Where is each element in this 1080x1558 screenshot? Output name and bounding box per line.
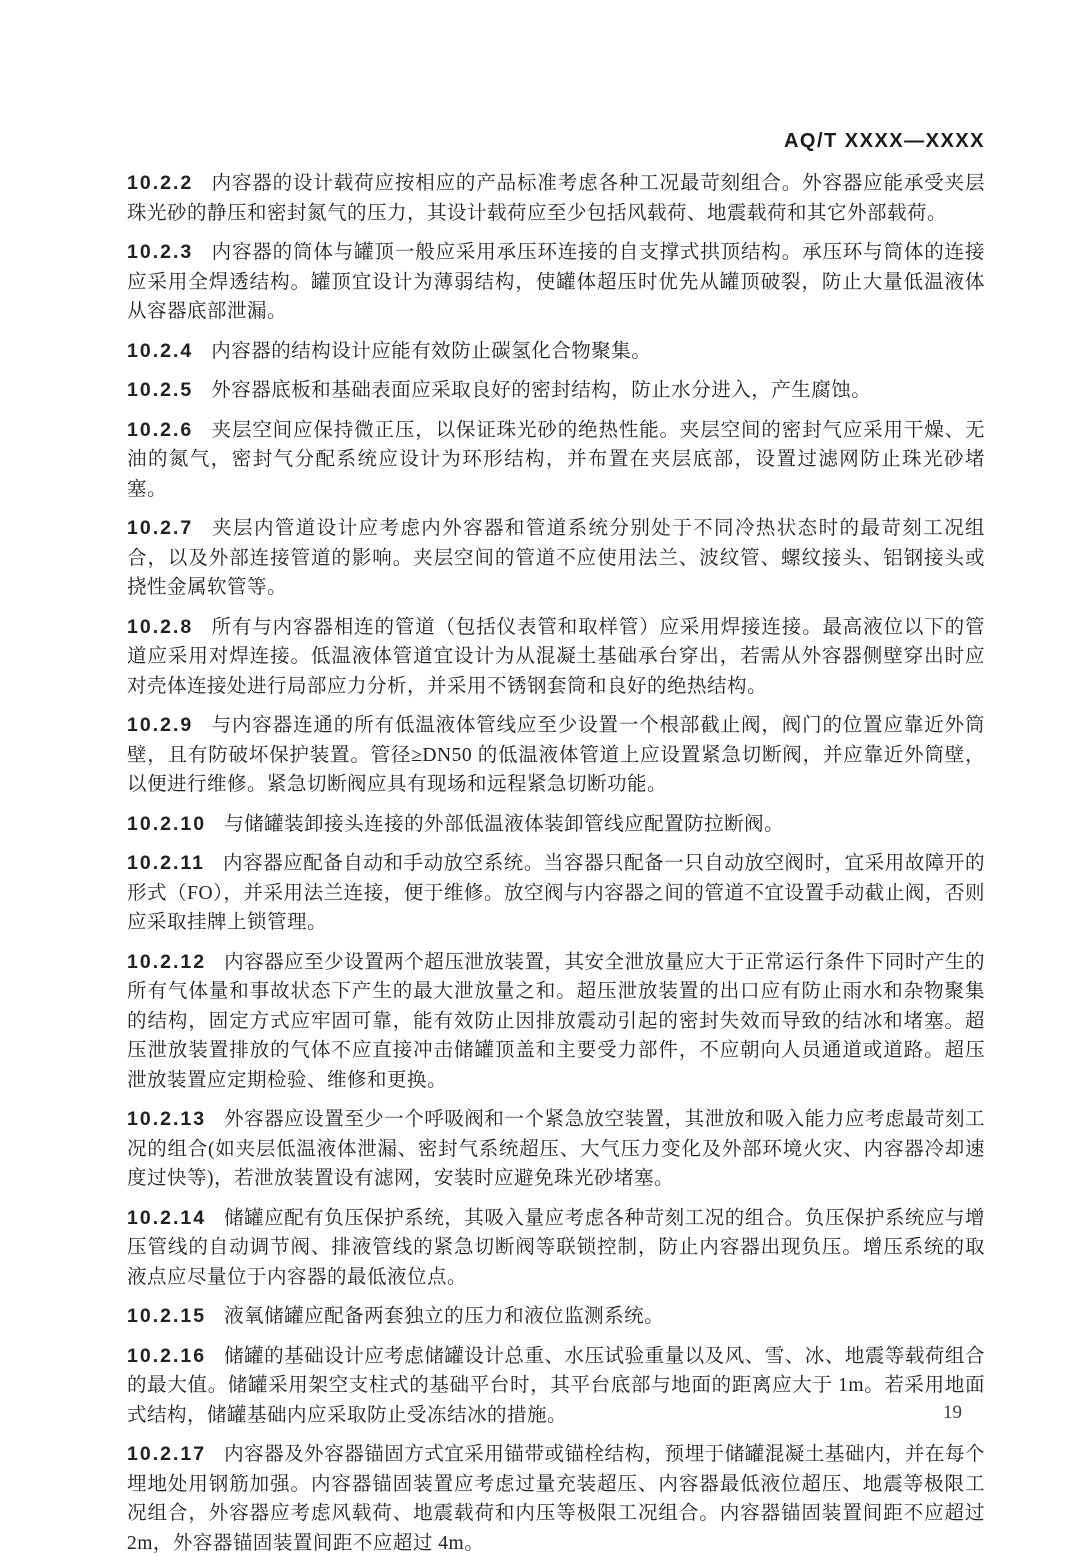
clause-paragraph xyxy=(127,1342,985,1431)
document-footer xyxy=(943,1402,962,1424)
clause-text: 夹层内管道设计应考虑内外容器和管道系统分别处于不同冷热状态时的最苛刻工况组合，以及外部连接管道的影响。夹层空间的管道不应使用法兰、波纹管、螺纹接头、铝钢接头或挠性金属软管等。 xyxy=(127,518,985,598)
clause-paragraph xyxy=(127,416,985,505)
clause-number: 10.2.15 xyxy=(127,1305,207,1327)
clause-text: 内容器的设计载荷应按相应的产品标准考虑各种工况最苛刻组合。外容器应能承受夹层珠光砂的静压和密封氮气的压力，其设计载荷应至少包括风载荷、地震载荷和其它外部载荷。 xyxy=(127,173,985,224)
clause-number: 10.2.14 xyxy=(127,1206,207,1229)
clause-number: 10.2.6 xyxy=(127,418,194,441)
clause-paragraph xyxy=(127,1302,985,1332)
clause-paragraph xyxy=(127,514,985,603)
clause-paragraph xyxy=(127,337,985,367)
clause-text: 内容器的结构设计应能有效防止碳氢化合物聚集。 xyxy=(211,340,652,362)
clause-text: 内容器应配备自动和手动放空系统。当容器只配备一只自动放空阀时，宜采用故障开的形式（FO），并采用法兰连接，便于维修。放空阀与内容器之间的管道不宜设置手动截止阀，否则应采取挂牌上锁管理。 xyxy=(127,853,985,933)
clause-number: 10.2.3 xyxy=(127,241,194,263)
clause-paragraph xyxy=(127,1105,985,1194)
clause-text: 储罐的基础设计应考虑储罐设计总重、水压试验重量以及风、雪、冰、地震等载荷组合的最大值。储罐采用架空支柱式的基础平台时，其平台底部与地面的距离应大于 1m。若采用地面式结构，储罐基础内应采取防止受冻结冰的措施。 xyxy=(127,1345,985,1426)
standard-code: AQ/T XXXX—XXXX xyxy=(783,130,985,152)
clause-text: 夹层空间应保持微正压，以保证珠光砂的绝热性能。夹层空间的密封气应采用干燥、无油的氮气，密封气分配系统应设计为环形结构，并布置在夹层底部，设置过滤网防止珠光砂堵塞。 xyxy=(127,419,985,500)
clause-number: 10.2.10 xyxy=(127,812,207,835)
clause-number: 10.2.5 xyxy=(127,379,194,401)
document-body xyxy=(127,169,985,1558)
clause-text: 液氧储罐应配备两套独立的压力和液位监测系统。 xyxy=(224,1306,665,1327)
clause-text: 与内容器连通的所有低温液体管线应至少设置一个根部截止阀，阀门的位置应靠近外筒壁，且有防破坏保护装置。管径≥DN50 的低温液体管道上应设置紧急切断阀，并应靠近外筒壁，以便进行维修。紧急切断阀应具有现场和远程紧急切断功能。 xyxy=(127,715,985,795)
clause-paragraph xyxy=(127,376,985,406)
clause-text: 内容器的筒体与罐顶一般应采用承压环连接的自支撑式拱顶结构。承压环与筒体的连接应采用全焊透结构。罐顶宜设计为薄弱结构，使罐体超压时优先从罐顶破裂，防止大量低温液体从容器底部泄漏。 xyxy=(127,242,985,322)
clause-number: 10.2.11 xyxy=(127,852,205,874)
clause-paragraph xyxy=(127,711,985,800)
clause-paragraph xyxy=(127,238,985,327)
clause-number: 10.2.16 xyxy=(127,1344,207,1367)
clause-number: 10.2.17 xyxy=(127,1443,207,1465)
clause-text: 内容器应至少设置两个超压泄放装置，其安全泄放量应大于正常运行条件下同时产生的所有气体量和事故状态下产生的最大泄放量之和。超压泄放装置的出口应有防止雨水和杂物聚集的结构，固定方式应牢固可靠，能有效防止因排放震动引起的密封失效而导致的结冰和堵塞。超压泄放装置排放的气体不应直接冲击储罐顶盖和主要受力部件，不应朝向人员通道或道路。超压泄放装置应定期检验、维修和更换。 xyxy=(127,951,985,1091)
clause-paragraph xyxy=(127,169,985,228)
clause-text: 外容器底板和基础表面应采取良好的密封结构，防止水分进入，产生腐蚀。 xyxy=(211,380,872,401)
clause-paragraph xyxy=(127,849,985,938)
clause-number: 10.2.9 xyxy=(127,714,194,736)
clause-text: 储罐应配有负压保护系统，其吸入量应考虑各种苛刻工况的组合。负压保护系统应与增压管线的自动调节阀、排液管线的紧急切断阀等联锁控制，防止内容器出现负压。增压系统的取液点应尽量位于内容器的最低液位点。 xyxy=(127,1207,985,1288)
clause-paragraph xyxy=(127,1440,985,1558)
clause-number: 10.2.12 xyxy=(127,950,207,973)
clause-number: 10.2.8 xyxy=(127,615,194,638)
clause-text: 所有与内容器相连的管道（包括仪表管和取样管）应采用焊接连接。最高液位以下的管道应采用对焊连接。低温液体管道宜设计为从混凝土基础承台穿出，若需从外容器侧壁穿出时应对壳体连接处进行局部应力分析，并采用不锈钢套筒和良好的绝热结构。 xyxy=(127,616,985,697)
clause-paragraph xyxy=(127,948,985,1096)
clause-number: 10.2.13 xyxy=(127,1108,207,1130)
clause-text: 内容器及外容器锚固方式宜采用锚带或锚栓结构，预埋于储罐混凝土基础内，并在每个埋地处用钢筋加强。内容器锚固装置应考虑过量充装超压、内容器最低液位超压、地震等极限工况组合，外容器应考虑风载荷、地震载荷和内压等极限工况组合。内容器锚固装置间距不应超过 2m，外容器锚固装置间距不应超过 4m。 xyxy=(127,1444,985,1554)
page-number: 19 xyxy=(943,1402,962,1423)
clause-paragraph xyxy=(127,810,985,840)
clause-number: 10.2.7 xyxy=(127,517,194,539)
clause-number: 10.2.4 xyxy=(127,339,194,362)
document-header xyxy=(127,130,985,153)
clause-text: 与储罐装卸接头连接的外部低温液体装卸管线应配置防拉断阀。 xyxy=(224,813,785,835)
clause-text: 外容器应设置至少一个呼吸阀和一个紧急放空装置，其泄放和吸入能力应考虑最苛刻工况的组合(如夹层低温液体泄漏、密封气系统超压、大气压力变化及外部环境火灾、内容器冷却速度过快等)，若泄放装置设有滤网，安装时应避免珠光砂堵塞。 xyxy=(127,1109,985,1189)
clause-paragraph xyxy=(127,1204,985,1293)
clause-number: 10.2.2 xyxy=(127,172,194,194)
clause-paragraph xyxy=(127,613,985,702)
